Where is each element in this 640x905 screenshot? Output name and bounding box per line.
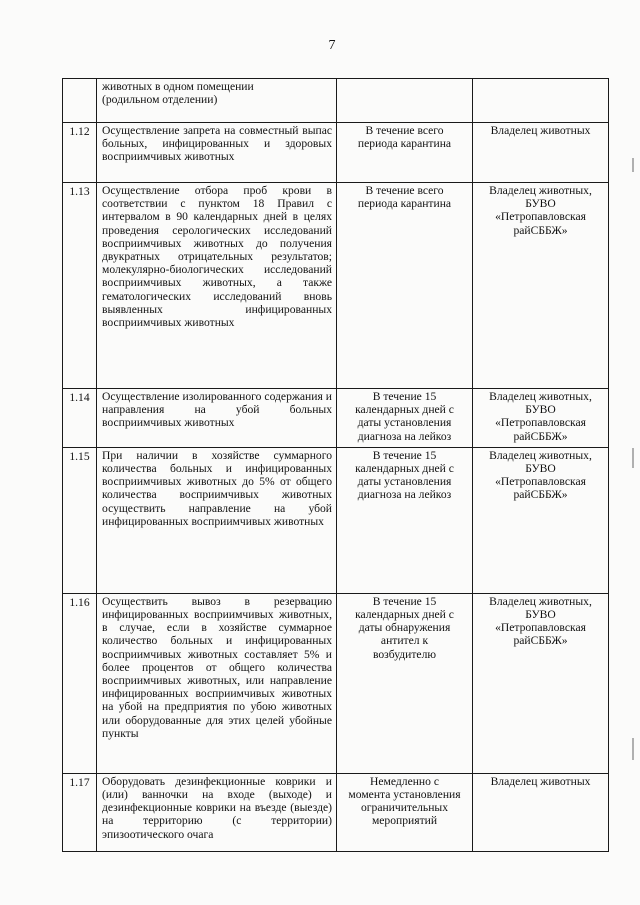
deadline-line: момента установления bbox=[348, 788, 461, 802]
measure-description-line: Осуществление изолированного содержания и направления на убой больных восприимчивых животных bbox=[102, 390, 332, 430]
item-number: 1.15 bbox=[63, 447, 97, 593]
responsible-party-line: Владелец животных, bbox=[489, 594, 592, 608]
responsible-party-line: Владелец животных bbox=[490, 124, 591, 137]
deadline-line: Немедленно с bbox=[370, 774, 439, 788]
measure-description-line: животных в одном помещении bbox=[102, 80, 254, 93]
responsible-party-line: Владелец животных, bbox=[489, 448, 592, 462]
responsible-party bbox=[473, 123, 609, 183]
deadline-line: антител к bbox=[380, 634, 429, 648]
table-row bbox=[63, 773, 609, 851]
responsible-party-line: «Петропавловская bbox=[495, 621, 586, 635]
measure-description bbox=[97, 447, 337, 593]
responsible-party-line: райСББЖ» bbox=[513, 223, 568, 237]
deadline bbox=[337, 389, 473, 448]
scan-artifact bbox=[632, 448, 634, 468]
deadline-line: В течение всего bbox=[365, 124, 444, 137]
measure-description-line: Оборудовать дезинфекционные коврики и (или) ванночки на входе (выходе) и дезинфекционные коврики на въезде (выезде) на территорию (с территории) эпизоотического очага bbox=[102, 774, 332, 841]
item-number: 1.17 bbox=[63, 773, 97, 851]
responsible-party-line: Владелец животных, bbox=[489, 390, 592, 403]
scan-artifact bbox=[632, 738, 634, 760]
measure-description-line: (родильном отделении) bbox=[102, 93, 218, 107]
deadline-line: мероприятий bbox=[371, 814, 438, 828]
deadline bbox=[337, 183, 473, 389]
responsible-party-line: Владелец животных bbox=[490, 774, 591, 788]
deadline bbox=[337, 79, 473, 123]
responsible-party bbox=[473, 79, 609, 123]
deadline-line: возбудителю bbox=[372, 647, 437, 661]
responsible-party-line: БУВО bbox=[525, 403, 556, 417]
deadline-line: диагноза на лейкоз bbox=[357, 429, 452, 443]
responsible-party bbox=[473, 183, 609, 389]
responsible-party-line: «Петропавловская bbox=[495, 475, 586, 489]
measure-description-line: При наличии в хозяйстве суммарного количества больных и инфицированных восприимчивых животных до 5% от общего количества восприимчивых животных осуществить направление на убой инфицированных восприимчивых животных bbox=[102, 448, 332, 528]
deadline-line: календарных дней с bbox=[355, 608, 454, 622]
page-number: 7 bbox=[328, 38, 336, 53]
table-row bbox=[63, 593, 609, 773]
deadline-line: даты обнаружения bbox=[358, 621, 451, 635]
responsible-party-line: райСББЖ» bbox=[513, 429, 568, 443]
responsible-party bbox=[473, 773, 609, 851]
responsible-party bbox=[473, 447, 609, 593]
responsible-party-line: Владелец животных, bbox=[489, 184, 592, 197]
deadline-line: В течение 15 bbox=[372, 390, 437, 403]
deadline bbox=[337, 123, 473, 183]
deadline bbox=[337, 447, 473, 593]
table-row bbox=[63, 389, 609, 448]
deadline-line: даты установления bbox=[357, 416, 452, 430]
measure-description bbox=[97, 773, 337, 851]
deadline-line: периода карантина bbox=[357, 137, 452, 151]
measure-description-line: Осуществление отбора проб крови в соответствии с пунктом 18 Правил с интервалом в 90 календарных дней в целях проведения серологических исследований восприимчивых животных до получения двукратных отрицательных результатов; молекулярно-биологических исследований восприимчивых животных, а также гематологических исследований вновь выявленных инфицированных восприимчивых животных bbox=[102, 184, 332, 330]
responsible-party-line: райСББЖ» bbox=[513, 634, 568, 648]
responsible-party-line: «Петропавловская bbox=[495, 416, 586, 430]
deadline-line: В течение всего bbox=[365, 184, 444, 197]
measure-description-line: Осуществить вывоз в резервацию инфицированных восприимчивых животных, в случае, если в хозяйстве суммарное количество больных и инфицированных восприимчивых животных составляет 5% и более процентов от общего количества восприимчивых животных, или направление инфицированных восприимчивых животных на убой на предприятия по убою животных или оборудованные для этих целей убойные пункты bbox=[102, 594, 332, 740]
responsible-party-line: БУВО bbox=[525, 197, 556, 211]
responsible-party-line: БУВО bbox=[525, 462, 556, 476]
table-row bbox=[63, 79, 609, 123]
responsible-party bbox=[473, 593, 609, 773]
measure-description bbox=[97, 79, 337, 123]
deadline-line: В течение 15 bbox=[372, 594, 437, 608]
deadline bbox=[337, 593, 473, 773]
item-number: 1.13 bbox=[63, 183, 97, 389]
responsible-party-line: БУВО bbox=[525, 608, 556, 622]
scan-artifact bbox=[632, 158, 634, 172]
measure-description bbox=[97, 123, 337, 183]
deadline-line: периода карантина bbox=[357, 197, 452, 211]
item-number: 1.14 bbox=[63, 389, 97, 448]
deadline bbox=[337, 773, 473, 851]
measure-description-line: Осуществление запрета на совместный выпас больных, инфицированных и здоровых восприимчивых животных bbox=[102, 124, 332, 164]
deadline-line: календарных дней с bbox=[355, 462, 454, 476]
table-row bbox=[63, 183, 609, 389]
table-row bbox=[63, 123, 609, 183]
deadline-line: даты установления bbox=[357, 475, 452, 489]
responsible-party bbox=[473, 389, 609, 448]
responsible-party-line: «Петропавловская bbox=[495, 210, 586, 224]
responsible-party-line: райСББЖ» bbox=[513, 488, 568, 502]
measure-description bbox=[97, 389, 337, 448]
deadline-line: ограничительных bbox=[360, 801, 448, 815]
table-row bbox=[63, 447, 609, 593]
deadline-line: В течение 15 bbox=[372, 448, 437, 462]
measure-description bbox=[97, 183, 337, 389]
measure-description bbox=[97, 593, 337, 773]
item-number bbox=[63, 79, 97, 123]
measures-table bbox=[62, 78, 609, 852]
deadline-line: диагноза на лейкоз bbox=[357, 488, 452, 502]
deadline-line: календарных дней с bbox=[355, 403, 454, 417]
item-number: 1.12 bbox=[63, 123, 97, 183]
item-number: 1.16 bbox=[63, 593, 97, 773]
